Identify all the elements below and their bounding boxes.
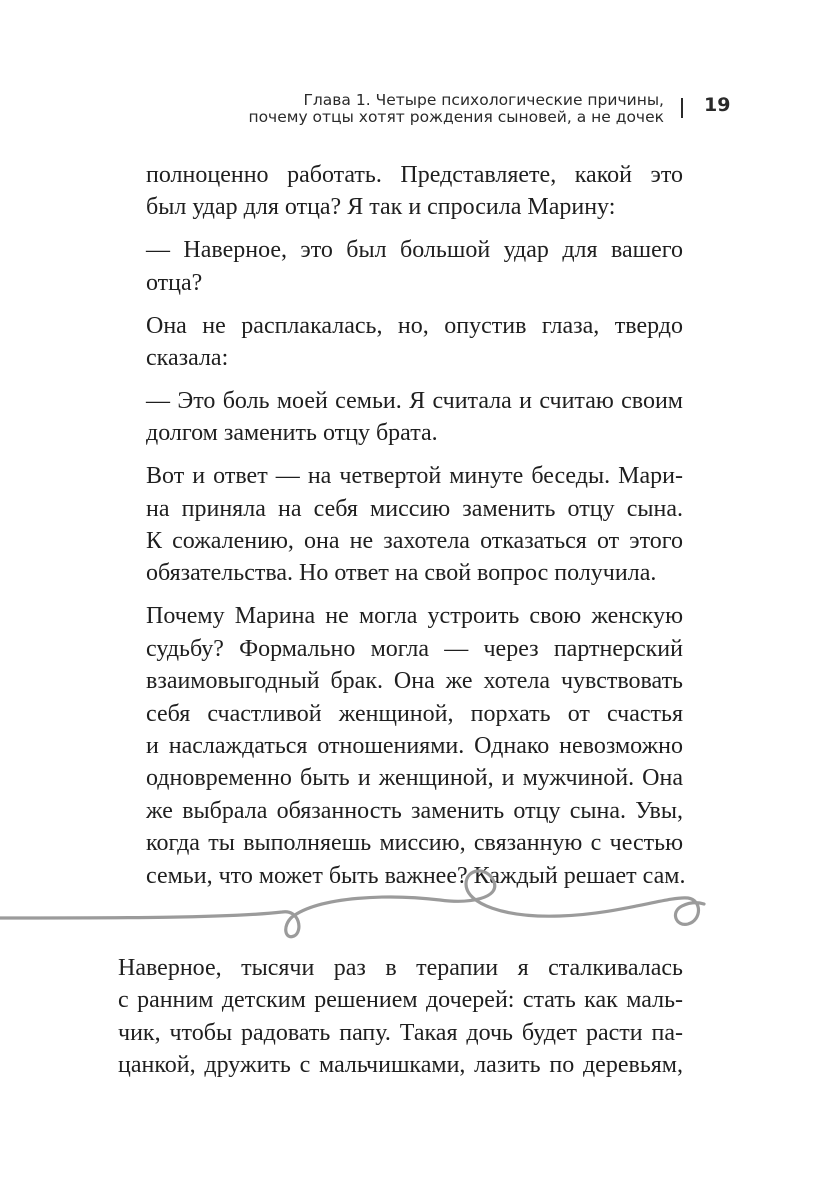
text-line: на приняла на себя миссию заменить отцу сына. [146, 495, 683, 522]
paragraph-2 [146, 234, 683, 299]
text-line: себя счастливой женщиной, порхать от счастья [146, 700, 683, 727]
text-line: К сожалению, она не захотела отказаться от этого [146, 528, 683, 555]
paragraph-7 [118, 952, 683, 1082]
text-line: же выбрала обязанность заменить отцу сына. Увы, [146, 797, 683, 824]
text-line: цанкой, дружить с мальчишками, лазить по деревьям, [118, 1052, 683, 1079]
text-line: — Это боль моей семьи. Я считала и считаю своим [146, 387, 683, 414]
text-line: одновременно быть и женщиной, и мужчиной. Она [146, 765, 683, 792]
paragraph-5 [146, 460, 683, 590]
text-line: взаимовыгодный брак. Она же хотела чувствовать [146, 668, 683, 695]
paragraph-1 [146, 159, 683, 224]
swirl-divider-line [0, 871, 704, 937]
chapter-title-line-2: почему отцы хотят рождения сыновей, а не дочек [248, 108, 664, 126]
text-line: отца? [146, 269, 203, 296]
bottom-text [118, 952, 683, 1092]
paragraph-4 [146, 385, 683, 450]
text-line: и наслаждаться отношениями. Однако невозможно [146, 733, 683, 759]
text-line: Наверное, тысячи раз в терапии я сталкивалась [118, 955, 683, 981]
main-text [146, 159, 686, 903]
text-line: Она не расплакалась, но, опустив глаза, твердо [146, 312, 683, 339]
text-line: долгом заменить отцу брата. [146, 420, 438, 447]
text-line: обязательства. Но ответ на свой вопрос получила. [146, 560, 657, 587]
running-head [180, 92, 664, 126]
header-divider [681, 98, 683, 118]
paragraph-6 [146, 600, 686, 892]
text-line: — Наверное, это был большой удар для вашего [146, 237, 683, 264]
text-line: полноценно работать. Представляете, какой это [146, 162, 683, 188]
text-line: с ранним детским решением дочерей: стать как маль- [118, 987, 683, 1014]
page-number: 19 [704, 94, 731, 116]
text-line: Почему Марина не могла устроить свою женскую [146, 603, 683, 630]
text-line: Вот и ответ — на четвертой минуте беседы. Мари- [146, 463, 683, 490]
text-line: судьбу? Формально могла — через партнерский [146, 635, 683, 662]
text-line: чик, чтобы радовать папу. Такая дочь будет расти па- [118, 1019, 683, 1046]
text-line: сказала: [146, 345, 229, 372]
text-line: семьи, что может быть важнее? Каждый решает сам. [146, 862, 686, 889]
text-line: был удар для отца? Я так и спросила Марину: [146, 194, 616, 221]
chapter-title-line-1: Глава 1. Четыре психологические причины, [303, 91, 664, 109]
swirl-divider-ornament [0, 860, 817, 960]
paragraph-3 [146, 310, 683, 375]
text-line: когда ты выполняешь миссию, связанную с честью [146, 830, 683, 857]
